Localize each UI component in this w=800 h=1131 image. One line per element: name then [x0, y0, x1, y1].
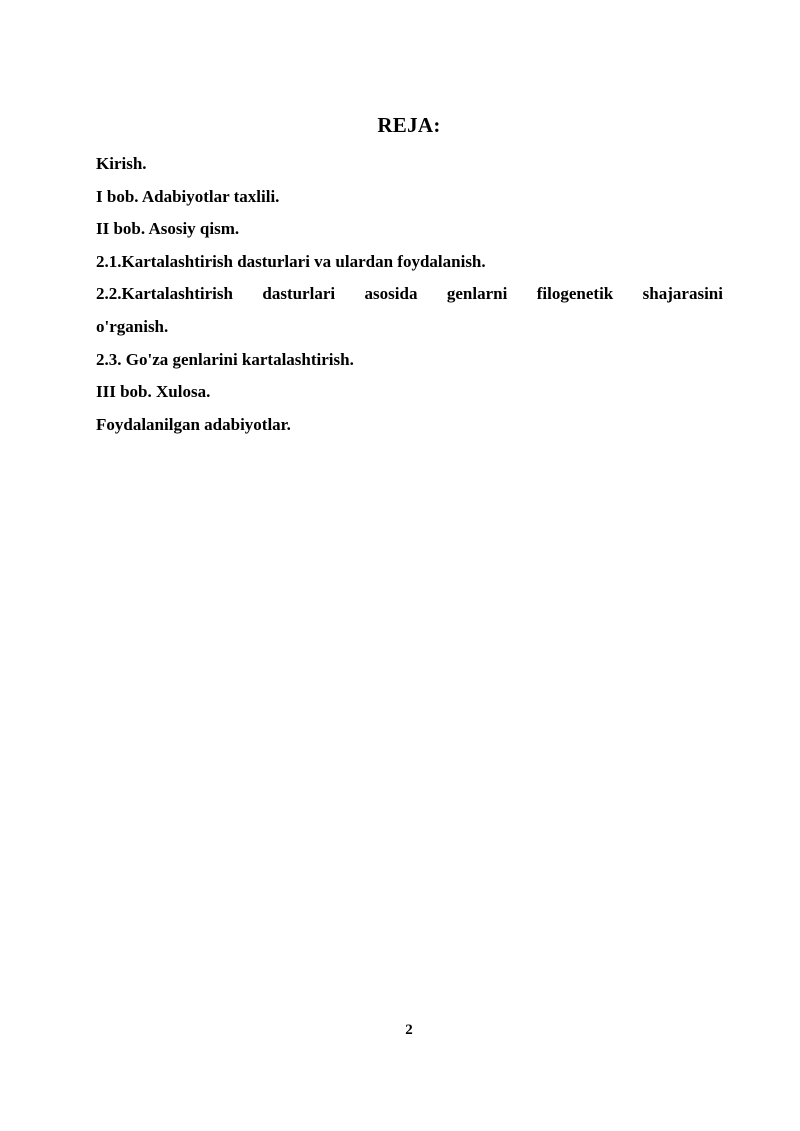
toc-word: filogenetik — [536, 284, 614, 304]
toc-item-section-2-2 — [96, 278, 723, 343]
toc-item-section-2-3: 2.3. Go'za genlarini kartalashtirish. — [96, 349, 354, 369]
toc-item-chapter-3: III bob. Xulosa. — [96, 382, 211, 402]
toc-item-section-2-1: 2.1.Kartalashtirish dasturlari va ulardan foydalanish. — [96, 251, 486, 271]
toc-item-references: Foydalanilgan adabiyotlar. — [96, 414, 291, 434]
toc-item-chapter-2: II bob. Asosiy qism. — [96, 219, 240, 239]
toc-item-section-2-2-first-line — [96, 278, 723, 311]
toc-word: shajarasini — [642, 284, 723, 304]
toc-item-section-2-2-second-line: o'rganish. — [96, 316, 169, 336]
toc-word: genlarni — [446, 284, 508, 304]
toc-item-chapter-1: I bob. Adabiyotlar taxlili. — [96, 186, 280, 206]
toc-item-introduction: Kirish. — [96, 154, 147, 173]
page-title: REJA: — [377, 113, 441, 137]
toc-word: asosida — [364, 284, 418, 304]
page-number: 2 — [405, 1022, 413, 1038]
toc-word: dasturlari — [262, 284, 336, 304]
toc-word: 2.2.Kartalashtirish — [96, 284, 233, 304]
table-of-contents — [96, 148, 723, 441]
